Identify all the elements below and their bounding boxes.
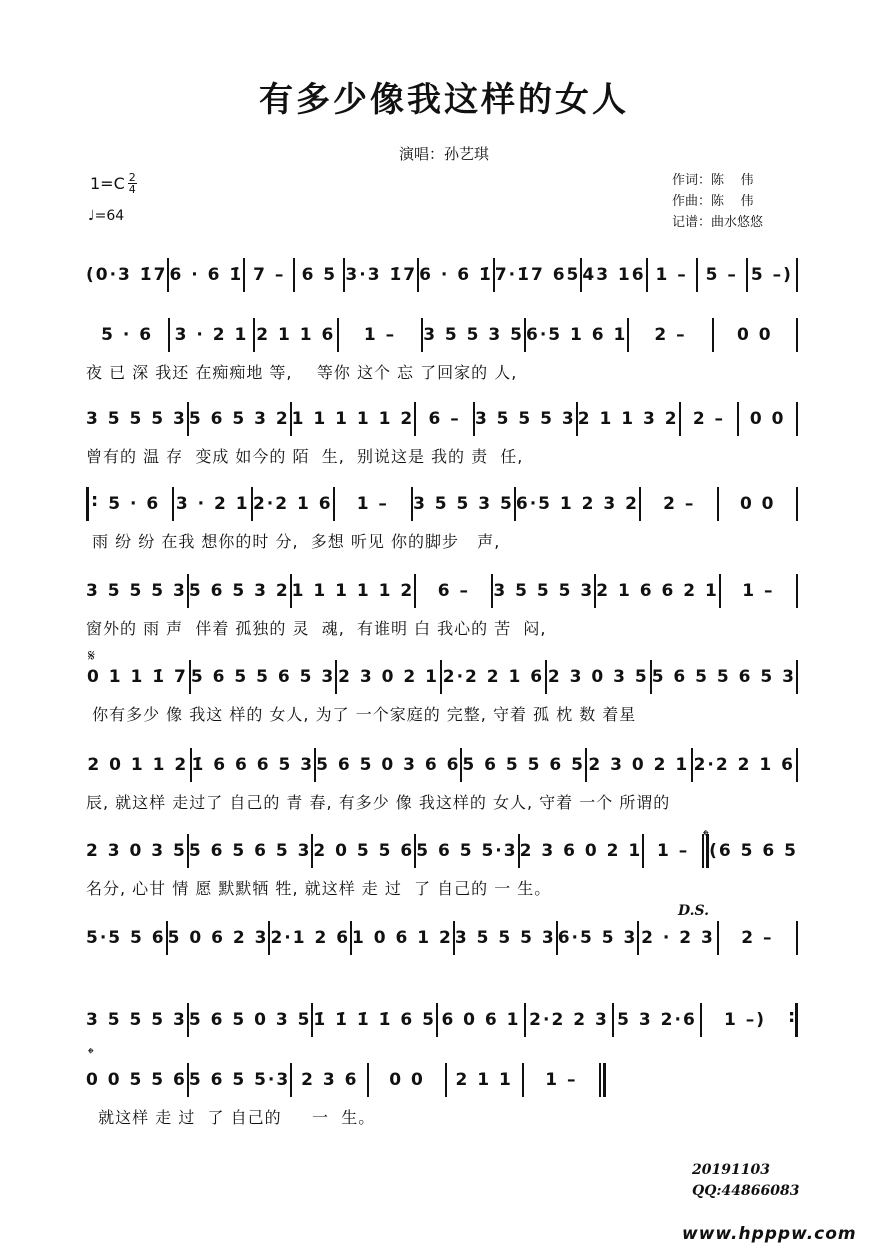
- measure: 5 · 6: [108, 494, 161, 514]
- measure: 1 –: [657, 841, 690, 861]
- measure: 3 5 5 3 5: [413, 494, 514, 514]
- barline: [599, 1063, 606, 1097]
- measure: 5 6 5 5 6 5 3: [651, 667, 796, 687]
- barline: [796, 921, 798, 955]
- measure: 5 6 5 5 6 5 3: [190, 667, 336, 687]
- lyric-line: 曾有的 温 存 变成 如今的 陌 生, 别说这是 我的 责 任,: [86, 447, 524, 466]
- date-stamp: [692, 1160, 800, 1202]
- measure: 2 1 1: [455, 1070, 513, 1090]
- barline: [796, 318, 798, 352]
- measure: 5 –: [705, 265, 738, 285]
- measure: 0 1 1 1̇ 7: [87, 667, 188, 687]
- page-title: 有多少像我这样的女人: [259, 80, 629, 120]
- key-signature: [90, 172, 137, 195]
- measure: 1̇ 1̇ 1̇ 1̇ 6 5: [313, 1010, 436, 1030]
- measure: 2 3 6: [301, 1070, 359, 1090]
- notation-row: [86, 318, 798, 352]
- measure: 3 · 2 1: [174, 325, 249, 345]
- measure: (6 5 6 5: [709, 841, 798, 861]
- tempo-marking: ♩=64: [88, 208, 125, 224]
- barline: [796, 748, 798, 782]
- notation-row: [86, 834, 798, 868]
- measure: 5·5 5 6: [86, 928, 166, 948]
- measure: 2 3 6 0 2 1: [519, 841, 643, 861]
- singer-credit: 演唱：孙艺琪: [398, 145, 489, 163]
- measure: 5 –): [750, 265, 793, 285]
- measure: 5 6 5 5·3: [188, 1070, 291, 1090]
- measure: 5 6 5 3 2: [188, 409, 290, 429]
- notation-row: [86, 487, 798, 521]
- measure: 5 6 5 0 3 5: [188, 1010, 312, 1030]
- measure: 0 0: [749, 409, 786, 429]
- measure: 6 · 6 1̇: [169, 265, 244, 285]
- measure: 2·2 1 6: [252, 494, 333, 514]
- measure: 6 –: [437, 581, 470, 601]
- measure: 7 –: [253, 265, 286, 285]
- measure: 2 1 6 6 2 1: [596, 581, 719, 601]
- measure: 2 3 0 2 1: [588, 755, 690, 775]
- barline: [796, 660, 798, 694]
- measure: 5 6 5 5 6 5: [462, 755, 585, 775]
- barline: [796, 487, 798, 521]
- lyric-line: 雨 纷 纷 在我 想你的时 分, 多想 听见 你的脚步 声,: [86, 532, 501, 551]
- measure: 43 16: [582, 265, 646, 285]
- measure: 1 –: [742, 581, 775, 601]
- barline: [796, 258, 798, 292]
- notation-row: [86, 258, 798, 292]
- measure: 5 0 6 2 3: [167, 928, 269, 948]
- notation-row: [86, 1003, 798, 1037]
- measure: 1 –: [545, 1070, 578, 1090]
- measure: 2 3 0 3 5: [86, 841, 187, 861]
- barline: [796, 574, 798, 608]
- measure: 2 1 1 3 2: [577, 409, 679, 429]
- measure: 6 0 6 1: [441, 1010, 521, 1030]
- barline: [796, 402, 798, 436]
- measure: 0 0: [737, 325, 773, 345]
- key-label: 1=C: [90, 174, 125, 193]
- measure: 3 5 5 5 3: [493, 581, 595, 601]
- measure: 5 3 2·6: [617, 1010, 697, 1030]
- measure: 6·5 1 6 1: [526, 325, 628, 345]
- notation-row: [86, 748, 798, 782]
- measure: 2 1 1 6: [256, 325, 336, 345]
- measure: 2 3 0 2 1: [338, 667, 439, 687]
- lyric-line: 就这样 走 过 了 自己的 一 生。: [86, 1108, 376, 1127]
- measure: 2 –: [654, 325, 687, 345]
- measure: 3·3 1̇7: [345, 265, 418, 285]
- notation-row: [86, 574, 798, 608]
- lyric-line: 夜 已 深 我还 在痴痴地 等, 等你 这个 忘 了回家的 人,: [86, 363, 518, 382]
- measure: 1 –: [356, 494, 389, 514]
- time-bottom: 4: [128, 183, 136, 196]
- measure: 0 0: [389, 1070, 425, 1090]
- barline: [788, 1003, 798, 1037]
- credits-block: [672, 170, 763, 233]
- measure: 1 –: [363, 325, 397, 345]
- notation-row: [86, 660, 798, 694]
- measure: 1 –): [723, 1010, 766, 1030]
- measure: 3 5 5 5 3: [474, 409, 576, 429]
- barline: [86, 487, 96, 521]
- measure: 5 · 6: [101, 325, 154, 345]
- site-watermark: www.hpppw.com: [682, 1224, 857, 1244]
- measure: 2·1 2 6: [270, 928, 351, 948]
- lyric-line: 名分, 心甘 情 愿 默默牺 牲, 就这样 走 过 了 自己的 一 生。: [86, 879, 552, 898]
- measure: 2·2 2 3: [529, 1010, 609, 1030]
- measure: 1 1 1 1 1 2: [291, 409, 415, 429]
- measure: 3 5 5 5 3: [86, 409, 187, 429]
- time-top: 2: [128, 171, 136, 184]
- measure: 3 5 5 5 3: [86, 1010, 187, 1030]
- time-signature: [128, 172, 137, 195]
- measure: 5 6 5 5·3: [416, 841, 518, 861]
- lyric-line: 你有多少 像 我这 样的 女人, 为了 一个家庭的 完整, 守着 孤 枕 数 着星: [86, 705, 637, 724]
- lyric-line: 窗外的 雨 声 伴着 孤独的 灵 魂, 有谁明 白 我心的 苦 闷,: [86, 619, 547, 638]
- notation-row: [86, 402, 798, 436]
- measure: 2 0 1 1 2: [87, 755, 189, 775]
- measure: 6·5 1 2 3 2: [515, 494, 639, 514]
- measure: 2·2 2 1 6: [693, 755, 795, 775]
- lyric-line: 辰, 就这样 走过了 自己的 青 春, 有多少 像 我这样的 女人, 守着 一个 所谓的: [86, 793, 671, 812]
- measure: 0 0: [739, 494, 776, 514]
- composer-credit: 作曲：陈 伟: [672, 194, 754, 209]
- measure: 3 5 5 5 3: [86, 581, 187, 601]
- coda-mark-start: 𝄌: [88, 1044, 94, 1063]
- measure: 3 5 5 3 5: [423, 325, 525, 345]
- lyricist-credit: 作词：陈 伟: [672, 173, 754, 188]
- measure: (0·3 1̇7: [86, 265, 168, 285]
- measure: 2 –: [663, 494, 696, 514]
- measure: 2 –: [741, 928, 774, 948]
- measure: 1 –: [655, 265, 688, 285]
- measure: 5 6 5 6 5 3: [188, 841, 312, 861]
- measure: 6 –: [428, 409, 461, 429]
- measure: 0 0 5 5 6: [86, 1070, 187, 1090]
- measure: 5 6 5 3 2: [188, 581, 290, 601]
- notation-row: [86, 921, 798, 955]
- date-text: 20191103: [692, 1162, 770, 1178]
- notation-row: [86, 1063, 606, 1097]
- measure: 6 · 6 1̇: [419, 265, 493, 285]
- ds-mark: D.S.: [678, 903, 710, 919]
- coda-mark-end: 𝄌: [703, 826, 709, 845]
- measure: 3 5 5 5 3: [454, 928, 556, 948]
- measure: 2 0 5 5 6: [313, 841, 415, 861]
- measure: 1 0 6 1 2: [352, 928, 453, 948]
- measure: 6·5 5 3: [557, 928, 638, 948]
- measure: 5 6 5 0 3 6 6: [316, 755, 461, 775]
- qq-text: QQ:44866083: [692, 1183, 800, 1199]
- measure: 3 · 2 1: [175, 494, 250, 514]
- transcriber-credit: 记谱：曲水悠悠: [672, 215, 764, 230]
- measure: 1 1 1 1 1 2: [291, 581, 415, 601]
- measure: 2 3 0 3 5: [547, 667, 649, 687]
- segno-mark: 𝄋: [88, 646, 95, 665]
- measure: 2 · 2 3: [641, 928, 715, 948]
- measure: 7·1̇7 65: [494, 265, 581, 285]
- measure: 2 –: [692, 409, 726, 429]
- measure: 1̇ 6 6 6 5 3: [191, 755, 315, 775]
- measure: 2·2 2 1 6: [442, 667, 545, 687]
- measure: 6 5: [301, 265, 338, 285]
